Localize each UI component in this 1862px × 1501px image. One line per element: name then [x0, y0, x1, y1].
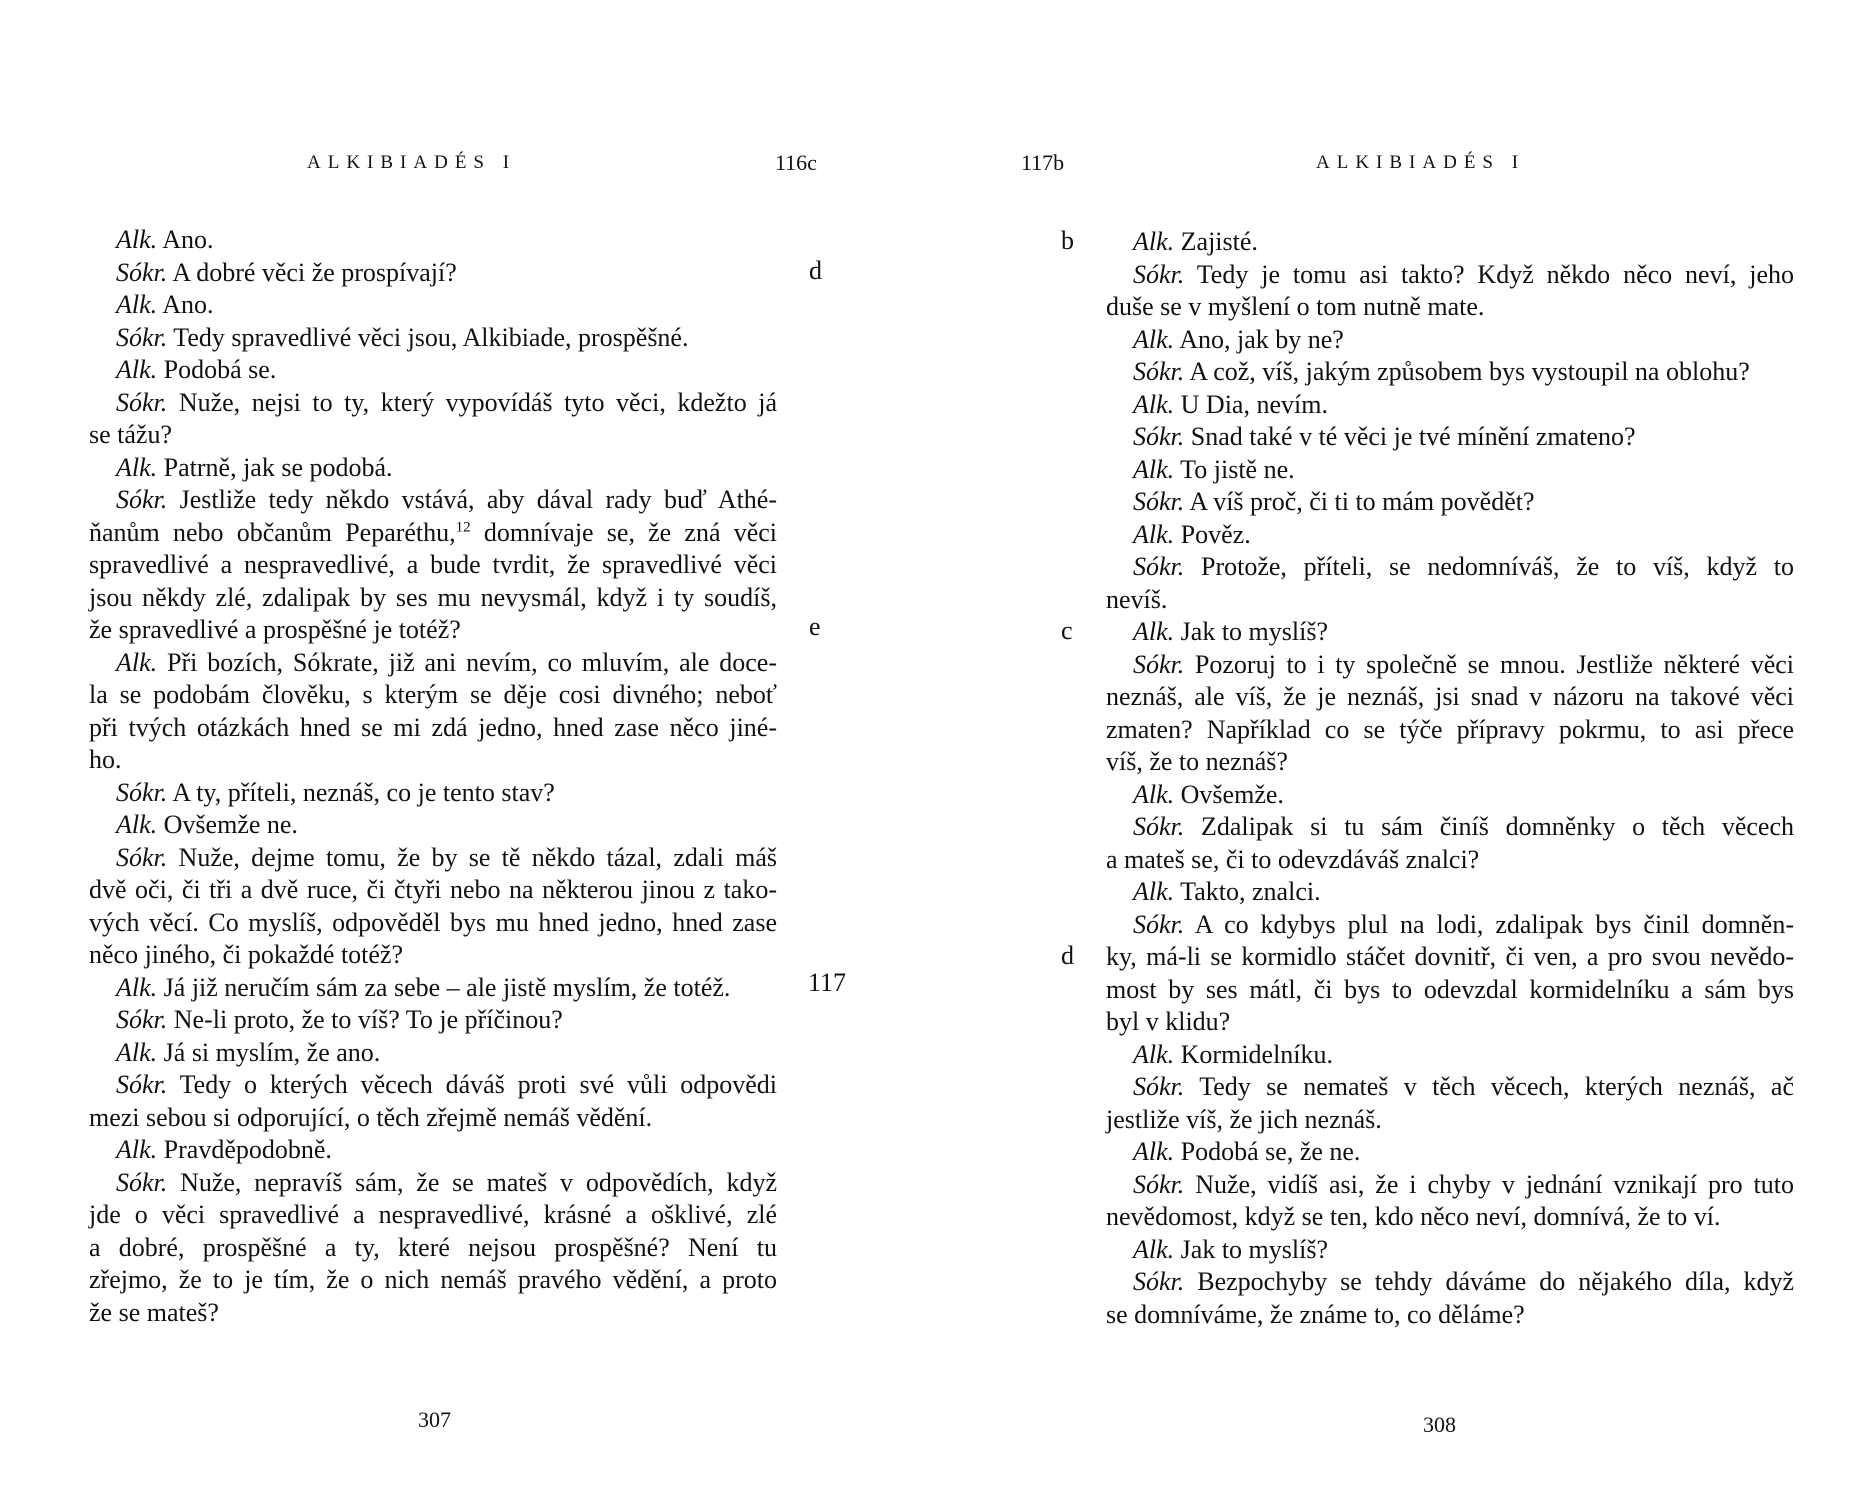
- text-line: Alk. Ovšemže.: [1133, 779, 1284, 809]
- text-line: a mateš se, či to odevzdáváš znalci?: [1106, 844, 1480, 874]
- text-line: Sókr. A co kdybys plul na lodi, zdalipak bys činil domněn-: [1133, 909, 1794, 939]
- text-line: ho.: [89, 745, 122, 774]
- text-line: že se mateš?: [89, 1297, 219, 1327]
- stephanus-margin-e: e: [809, 612, 821, 641]
- text-line: Sókr. Tedy je tomu asi takto? Když někdo něco neví, jeho: [1133, 259, 1794, 289]
- text-line: Alk. Ano.: [116, 225, 214, 254]
- text-line: Alk. Já si myslím, že ano.: [116, 1037, 381, 1067]
- text-line: se domníváme, že známe to, co děláme?: [1106, 1299, 1525, 1329]
- text-line: Alk. Jak to myslíš?: [1133, 617, 1328, 646]
- text-line: Alk. Zajisté.: [1133, 227, 1258, 256]
- text-line: Alk. Při bozích, Sókrate, již ani nevím, co mluvím, ale doce-: [116, 647, 777, 677]
- text-line: při tvých otázkách hned se mi zdá jedno, hned zase něco jiné-: [89, 712, 777, 742]
- text-line: Alk. To jistě ne.: [1133, 454, 1295, 484]
- text-line: Sókr. Nuže, nejsi to ty, který vypovídáš tyto věci, kdežto já: [116, 387, 777, 417]
- text-line: vých věcí. Co myslíš, odpověděl bys mu hned jedno, hned zase: [89, 907, 777, 937]
- text-line: Sókr. Snad také v té věci je tvé mínění zmateno?: [1133, 422, 1636, 451]
- right-page: [931, 0, 1862, 1501]
- text-line: Alk. Pověz.: [1133, 519, 1251, 549]
- text-line: Alk. U Dia, nevím.: [1133, 389, 1328, 419]
- text-line: a dobré, prospěšné a ty, které nejsou prospěšné? Není tu: [89, 1232, 777, 1262]
- text-line: Sókr. Tedy spravedlivé věci jsou, Alkibiade, prospěšné.: [116, 322, 689, 352]
- text-line: jestliže víš, že jich neznáš.: [1106, 1104, 1382, 1134]
- text-line: Sókr. Tedy o kterých věcech dáváš proti své vůli odpovědi: [116, 1070, 777, 1099]
- stephanus-margin-c: c: [1061, 616, 1073, 645]
- text-line: Sókr. A víš proč, či ti to mám povědět?: [1133, 487, 1535, 516]
- page-number: 308: [1423, 1412, 1456, 1437]
- text-line: se tážu?: [89, 420, 173, 449]
- text-line: Sókr. Ne-li proto, že to víš? To je příčinou?: [116, 1005, 563, 1034]
- text-line: byl v klidu?: [1106, 1007, 1231, 1036]
- text-line: jsou někdy zlé, zdalipak by ses mu nevysmál, když i ty soudíš,: [89, 582, 777, 612]
- text-line: jde o věci spravedlivé a nespravedlivé, krásné a ošklivé, zlé: [89, 1200, 777, 1229]
- text-line: Alk. Ovšemže ne.: [116, 810, 298, 839]
- stephanus-margin-d: d: [809, 256, 822, 285]
- text-line: Sókr. Nuže, dejme tomu, že by se tě někdo tázal, zdali máš: [116, 842, 777, 872]
- right-text-block: [1106, 226, 1794, 1331]
- text-line: dvě oči, či tři a dvě ruce, či čtyři nebo na některou jinou z tako-: [89, 875, 777, 904]
- text-line: Alk. Podobá se.: [116, 355, 277, 384]
- text-line: Alk. Pravděpodobně.: [116, 1135, 332, 1164]
- text-line: Sókr. Protože, příteli, se nedomníváš, že to víš, když to: [1133, 552, 1794, 581]
- text-line: Alk. Kormidelníku.: [1133, 1039, 1334, 1069]
- text-line: Sókr. A což, víš, jakým způsobem bys vystoupil na oblohu?: [1133, 357, 1750, 386]
- text-line: Alk. Patrně, jak se podobá.: [116, 452, 393, 482]
- text-line: Sókr. Nuže, nepravíš sám, že se mateš v odpovědích, když: [116, 1167, 777, 1197]
- text-line: Alk. Jak to myslíš?: [1133, 1234, 1328, 1264]
- text-line: Alk. Podobá se, že ne.: [1133, 1137, 1361, 1166]
- text-line: Sókr. A ty, příteli, neznáš, co je tento stav?: [116, 777, 555, 807]
- stephanus-reference: 117b: [1021, 150, 1065, 175]
- text-line: most by ses mátl, či bys to odevzdal kormidelníku a sám bys: [1106, 974, 1794, 1004]
- text-line: Sókr. Jestliže tedy někdo vstává, aby dával rady buď Athé-: [116, 485, 777, 514]
- text-line: Sókr. A dobré věci že prospívají?: [116, 257, 457, 287]
- text-line: že spravedlivé a prospěšné je totéž?: [89, 615, 461, 644]
- text-line: Sókr. Zdalipak si tu sám činíš domněnky o těch věcech: [1133, 812, 1794, 841]
- footnote-marker: 12: [455, 518, 471, 535]
- text-line: zmaten? Například co se týče přípravy pokrmu, to asi přece: [1106, 714, 1794, 744]
- text-line: nevíš.: [1106, 584, 1168, 614]
- text-line: ňanům nebo občanům Peparéthu,$^{12}$ domnívaje se, že zná věci: [89, 517, 777, 547]
- text-line: nevědomost, když se ten, kdo něco neví, domnívá, že to ví.: [1106, 1202, 1721, 1231]
- text-line: zřejmo, že to je tím, že o nich nemáš pravého vědění, a proto: [89, 1265, 777, 1294]
- text-line: spravedlivé a nespravedlivé, a bude tvrdit, že spravedlivé věci: [89, 550, 777, 579]
- text-line: Sókr. Bezpochyby se tehdy dáváme do nějakého díla, když: [1133, 1267, 1794, 1296]
- text-line: duše se v myšlení o tom nutně mate.: [1106, 292, 1485, 321]
- text-line: něco jiného, či pokaždé totéž?: [89, 940, 404, 969]
- text-line: Alk. Ano.: [116, 290, 214, 319]
- page-number: 307: [418, 1407, 451, 1432]
- running-title: ALKIBIADÉS I: [307, 152, 517, 173]
- text-line: Sókr. Pozoruj to i ty společně se mnou. Jestliže některé věci: [1133, 649, 1794, 679]
- text-line: la se podobám člověku, s kterým se děje cosi divného; neboť: [89, 680, 777, 709]
- stephanus-margin-117: 117: [808, 968, 847, 997]
- text-line: Alk. Já již neručím sám za sebe – ale jistě myslím, že totéž.: [116, 972, 731, 1002]
- text-line: mezi sebou si odporující, o těch zřejmě nemáš vědění.: [89, 1102, 653, 1132]
- stephanus-margin-d: d: [1061, 941, 1074, 970]
- stephanus-reference: 116c: [775, 150, 817, 175]
- text-line: víš, že to neznáš?: [1106, 747, 1288, 776]
- text-line: Sókr. Nuže, vidíš asi, že i chyby v jednání vznikají pro tuto: [1133, 1169, 1794, 1199]
- text-line: Alk. Ano, jak by ne?: [1133, 324, 1344, 354]
- text-line: Sókr. Tedy se nemateš v těch věcech, kterých neznáš, ač: [1133, 1072, 1794, 1101]
- stephanus-margin-b: b: [1061, 226, 1074, 255]
- text-line: ky, má-li se kormidlo stáčet dovnitř, či ven, a pro svou nevědo-: [1106, 942, 1794, 971]
- left-text-block: [89, 224, 777, 1329]
- text-line: neznáš, ale víš, že je neznáš, jsi snad v názoru na takové věci: [1106, 682, 1794, 711]
- running-title: ALKIBIADÉS I: [1316, 152, 1526, 173]
- text-line: Alk. Takto, znalci.: [1133, 877, 1321, 906]
